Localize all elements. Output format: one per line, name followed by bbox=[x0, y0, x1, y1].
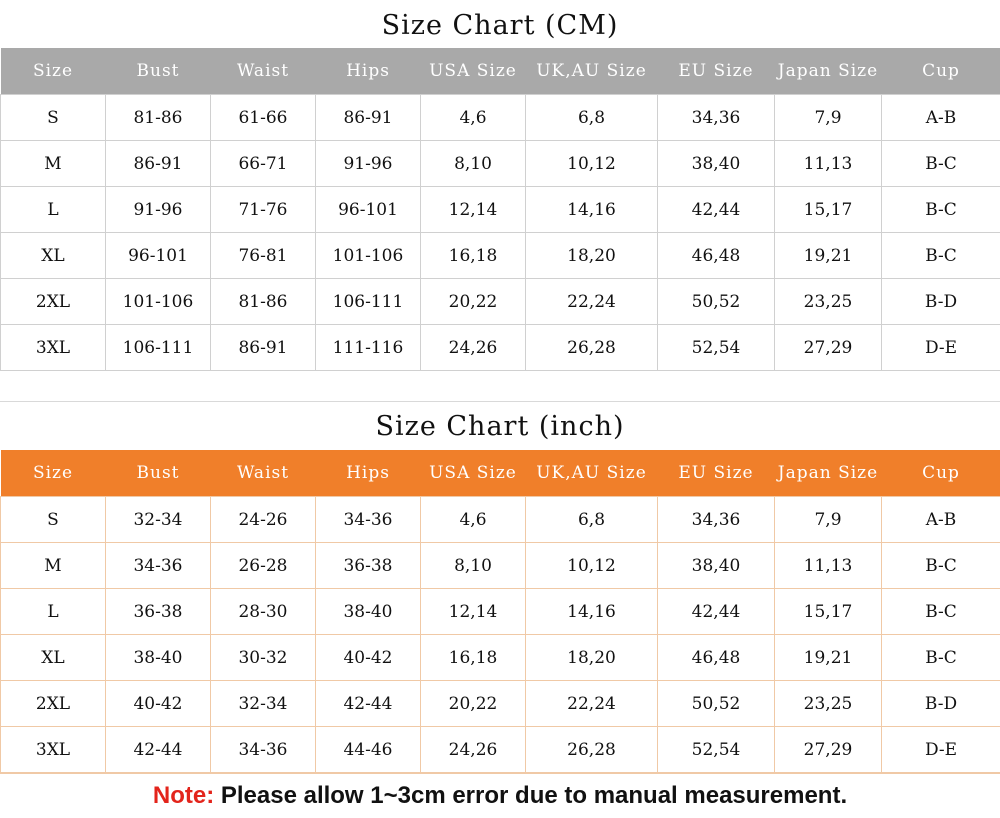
table-cell: 3XL bbox=[1, 325, 106, 371]
table-cell: 91-96 bbox=[316, 141, 421, 187]
inch-table bbox=[0, 450, 1000, 773]
table-cell: 2XL bbox=[1, 279, 106, 325]
table-cell: 50,52 bbox=[658, 681, 775, 727]
table-cell: 71-76 bbox=[211, 187, 316, 233]
column-header: Cup bbox=[882, 48, 1000, 95]
table-cell: 86-91 bbox=[316, 95, 421, 141]
table-cell: 30-32 bbox=[211, 635, 316, 681]
table-cell: 6,8 bbox=[526, 95, 658, 141]
table-cell: 24,26 bbox=[421, 325, 526, 371]
table-cell: 96-101 bbox=[316, 187, 421, 233]
table-cell: 14,16 bbox=[526, 589, 658, 635]
table-cell: 111-116 bbox=[316, 325, 421, 371]
table-cell: 101-106 bbox=[106, 279, 211, 325]
column-header: Japan Size bbox=[775, 48, 882, 95]
table-cell: 15,17 bbox=[775, 187, 882, 233]
table-cell: 2XL bbox=[1, 681, 106, 727]
table-cell: 18,20 bbox=[526, 635, 658, 681]
table-row bbox=[1, 635, 1000, 681]
table-cell: B-C bbox=[882, 233, 1000, 279]
column-header: USA Size bbox=[421, 48, 526, 95]
table-cell: 106-111 bbox=[106, 325, 211, 371]
cm-table bbox=[0, 48, 1000, 371]
table-cell: 16,18 bbox=[421, 233, 526, 279]
table-cell: S bbox=[1, 95, 106, 141]
table-cell: 34-36 bbox=[316, 497, 421, 543]
table-cell: 46,48 bbox=[658, 635, 775, 681]
table-cell: 27,29 bbox=[775, 325, 882, 371]
table-cell: 81-86 bbox=[106, 95, 211, 141]
column-header: Size bbox=[1, 450, 106, 497]
table-row bbox=[1, 95, 1000, 141]
table-cell: 16,18 bbox=[421, 635, 526, 681]
table-cell: 20,22 bbox=[421, 279, 526, 325]
cm-header-row bbox=[1, 48, 1000, 95]
table-cell: 20,22 bbox=[421, 681, 526, 727]
table-cell: 96-101 bbox=[106, 233, 211, 279]
inch-table-body bbox=[1, 497, 1000, 773]
table-cell: B-D bbox=[882, 681, 1000, 727]
table-cell: 36-38 bbox=[316, 543, 421, 589]
cm-chart-title: Size Chart (CM) bbox=[0, 0, 1000, 48]
table-row bbox=[1, 279, 1000, 325]
column-header: EU Size bbox=[658, 450, 775, 497]
table-cell: 26-28 bbox=[211, 543, 316, 589]
cm-size-chart bbox=[0, 0, 1000, 371]
table-row bbox=[1, 187, 1000, 233]
table-cell: 32-34 bbox=[211, 681, 316, 727]
table-cell: 44-46 bbox=[316, 727, 421, 773]
table-cell: 23,25 bbox=[775, 279, 882, 325]
table-cell: 24-26 bbox=[211, 497, 316, 543]
table-cell: 76-81 bbox=[211, 233, 316, 279]
table-cell: XL bbox=[1, 635, 106, 681]
inch-chart-title: Size Chart (inch) bbox=[0, 402, 1000, 450]
table-cell: 38-40 bbox=[316, 589, 421, 635]
table-cell: 40-42 bbox=[316, 635, 421, 681]
table-cell: 38-40 bbox=[106, 635, 211, 681]
column-header: Cup bbox=[882, 450, 1000, 497]
column-header: Hips bbox=[316, 450, 421, 497]
table-cell: 4,6 bbox=[421, 497, 526, 543]
table-cell: XL bbox=[1, 233, 106, 279]
table-row bbox=[1, 589, 1000, 635]
inch-size-chart bbox=[0, 402, 1000, 773]
table-cell: 15,17 bbox=[775, 589, 882, 635]
table-cell: 42-44 bbox=[316, 681, 421, 727]
table-cell: M bbox=[1, 543, 106, 589]
table-cell: 86-91 bbox=[211, 325, 316, 371]
table-cell: 34,36 bbox=[658, 95, 775, 141]
table-cell: A-B bbox=[882, 95, 1000, 141]
table-cell: 3XL bbox=[1, 727, 106, 773]
table-cell: 4,6 bbox=[421, 95, 526, 141]
table-cell: 7,9 bbox=[775, 95, 882, 141]
table-row bbox=[1, 233, 1000, 279]
column-header: EU Size bbox=[658, 48, 775, 95]
table-cell: 26,28 bbox=[526, 727, 658, 773]
table-cell: 106-111 bbox=[316, 279, 421, 325]
column-header: Hips bbox=[316, 48, 421, 95]
table-cell: 46,48 bbox=[658, 233, 775, 279]
column-header: Waist bbox=[211, 450, 316, 497]
table-cell: 12,14 bbox=[421, 187, 526, 233]
table-cell: 91-96 bbox=[106, 187, 211, 233]
table-cell: 8,10 bbox=[421, 543, 526, 589]
table-cell: 19,21 bbox=[775, 635, 882, 681]
table-cell: 8,10 bbox=[421, 141, 526, 187]
table-row bbox=[1, 727, 1000, 773]
table-cell: 28-30 bbox=[211, 589, 316, 635]
table-row bbox=[1, 681, 1000, 727]
column-header: Size bbox=[1, 48, 106, 95]
table-row bbox=[1, 497, 1000, 543]
table-cell: B-C bbox=[882, 543, 1000, 589]
table-cell: 38,40 bbox=[658, 543, 775, 589]
table-cell: 7,9 bbox=[775, 497, 882, 543]
table-cell: 18,20 bbox=[526, 233, 658, 279]
table-cell: 10,12 bbox=[526, 543, 658, 589]
table-cell: 22,24 bbox=[526, 279, 658, 325]
table-cell: B-C bbox=[882, 635, 1000, 681]
table-row bbox=[1, 543, 1000, 589]
table-cell: 26,28 bbox=[526, 325, 658, 371]
inch-header-row bbox=[1, 450, 1000, 497]
cm-table-body bbox=[1, 95, 1000, 371]
table-cell: 32-34 bbox=[106, 497, 211, 543]
table-cell: 42-44 bbox=[106, 727, 211, 773]
table-cell: 12,14 bbox=[421, 589, 526, 635]
table-cell: D-E bbox=[882, 325, 1000, 371]
column-header: Bust bbox=[106, 450, 211, 497]
table-cell: 11,13 bbox=[775, 141, 882, 187]
note-label: Note: bbox=[153, 782, 214, 809]
table-cell: 23,25 bbox=[775, 681, 882, 727]
table-cell: 86-91 bbox=[106, 141, 211, 187]
table-cell: 38,40 bbox=[658, 141, 775, 187]
table-cell: 61-66 bbox=[211, 95, 316, 141]
column-header: UK,AU Size bbox=[526, 48, 658, 95]
table-cell: D-E bbox=[882, 727, 1000, 773]
table-cell: B-D bbox=[882, 279, 1000, 325]
table-cell: 66-71 bbox=[211, 141, 316, 187]
table-cell: L bbox=[1, 589, 106, 635]
table-row bbox=[1, 325, 1000, 371]
measurement-note bbox=[0, 773, 1000, 818]
table-cell: 14,16 bbox=[526, 187, 658, 233]
table-cell: M bbox=[1, 141, 106, 187]
column-header: UK,AU Size bbox=[526, 450, 658, 497]
table-cell: A-B bbox=[882, 497, 1000, 543]
table-cell: 101-106 bbox=[316, 233, 421, 279]
note-text: Please allow 1~3cm error due to manual measurement. bbox=[214, 782, 847, 809]
table-cell: 10,12 bbox=[526, 141, 658, 187]
table-cell: B-C bbox=[882, 589, 1000, 635]
section-divider bbox=[0, 371, 1000, 402]
table-cell: 6,8 bbox=[526, 497, 658, 543]
table-cell: 50,52 bbox=[658, 279, 775, 325]
table-cell: 22,24 bbox=[526, 681, 658, 727]
table-cell: 27,29 bbox=[775, 727, 882, 773]
table-cell: 34-36 bbox=[211, 727, 316, 773]
table-cell: S bbox=[1, 497, 106, 543]
column-header: Japan Size bbox=[775, 450, 882, 497]
column-header: Bust bbox=[106, 48, 211, 95]
table-cell: B-C bbox=[882, 187, 1000, 233]
table-cell: 11,13 bbox=[775, 543, 882, 589]
column-header: USA Size bbox=[421, 450, 526, 497]
table-cell: 81-86 bbox=[211, 279, 316, 325]
table-cell: 40-42 bbox=[106, 681, 211, 727]
table-cell: 24,26 bbox=[421, 727, 526, 773]
table-cell: 19,21 bbox=[775, 233, 882, 279]
table-cell: 36-38 bbox=[106, 589, 211, 635]
table-cell: 42,44 bbox=[658, 187, 775, 233]
table-cell: L bbox=[1, 187, 106, 233]
column-header: Waist bbox=[211, 48, 316, 95]
table-row bbox=[1, 141, 1000, 187]
table-cell: B-C bbox=[882, 141, 1000, 187]
table-cell: 34-36 bbox=[106, 543, 211, 589]
table-cell: 52,54 bbox=[658, 727, 775, 773]
table-cell: 52,54 bbox=[658, 325, 775, 371]
table-cell: 42,44 bbox=[658, 589, 775, 635]
table-cell: 34,36 bbox=[658, 497, 775, 543]
